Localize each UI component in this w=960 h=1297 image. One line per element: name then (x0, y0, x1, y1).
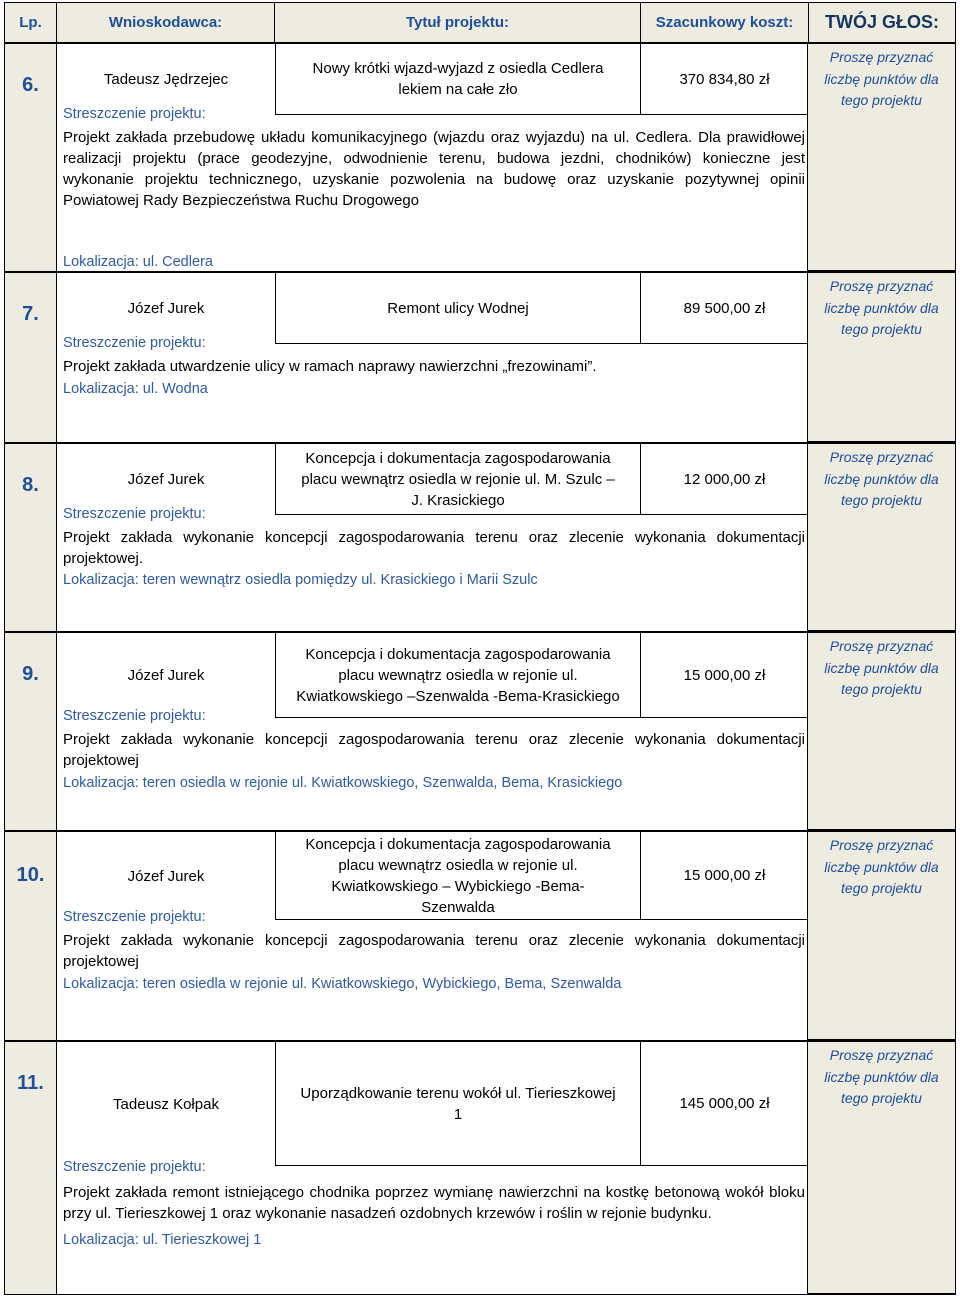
vote-prompt-line1: Proszę przyznać (829, 1047, 934, 1063)
project-location: Lokalizacja: ul. Tierieszkowej 1 (63, 1232, 262, 1248)
header-title: Tytuł projektu: (275, 3, 641, 42)
project-cost: 15 000,00 zł (641, 633, 809, 718)
project-row (4, 831, 956, 1041)
project-location: Lokalizacja: teren osiedla w rejonie ul. Kwiatkowskiego, Wybickiego, Bema, Szenwalda (63, 976, 622, 992)
vote-cell[interactable] (807, 633, 955, 830)
project-location: Lokalizacja: ul. Cedlera (63, 254, 213, 270)
project-title: Uporządkowanie terenu wokół ul. Tierieszkowej 1 (275, 1042, 641, 1166)
header-applicant: Wnioskodawca: (57, 3, 275, 42)
vote-prompt-line1: Proszę przyznać (829, 638, 934, 654)
vote-prompt-line2: liczbę punktów dla (824, 659, 939, 676)
project-description: Projekt zakłada wykonanie koncepcji zagospodarowania terenu oraz zlecenie wykonania dokumentacji projektowej (63, 731, 805, 769)
project-description: Projekt zakłada wykonanie koncepcji zagospodarowania terenu oraz zlecenie wykonania dokumentacji projektowej. (63, 529, 805, 567)
summary-label: Streszczenie projektu: (63, 335, 206, 351)
vote-cell[interactable] (807, 1042, 955, 1294)
summary-label: Streszczenie projektu: (63, 1159, 206, 1175)
summary-label: Streszczenie projektu: (63, 909, 206, 925)
project-applicant: Józef Jurek (127, 471, 205, 488)
project-row (4, 1041, 956, 1295)
project-cost: 145 000,00 zł (641, 1042, 809, 1166)
vote-prompt-line1: Proszę przyznać (829, 837, 934, 853)
vote-cell[interactable] (807, 832, 955, 1040)
header-cost: Szacunkowy koszt: (641, 3, 809, 42)
vote-prompt-line2: liczbę punktów dla (824, 1068, 939, 1085)
vote-prompt-line2: liczbę punktów dla (824, 858, 939, 875)
vote-prompt-line1: Proszę przyznać (829, 49, 934, 65)
vote-prompt-line2: liczbę punktów dla (824, 470, 939, 487)
vote-prompt-line1: Proszę przyznać (829, 449, 934, 465)
vote-prompt-line2: liczbę punktów dla (824, 70, 939, 87)
vote-prompt-line3: tego projektu (841, 321, 922, 337)
project-location: Lokalizacja: teren wewnątrz osiedla pomiędzy ul. Krasickiego i Marii Szulc (63, 572, 538, 588)
project-applicant: Józef Jurek (127, 667, 205, 684)
project-cost: 89 500,00 zł (641, 273, 809, 344)
project-number: 11. (5, 1042, 57, 1294)
project-title: Nowy krótki wjazd-wyjazd z osiedla Cedlera lekiem na całe zło (275, 44, 641, 115)
project-number: 6. (5, 44, 57, 271)
vote-prompt-line2: liczbę punktów dla (824, 299, 939, 316)
project-cost: 15 000,00 zł (641, 832, 809, 920)
project-title: Remont ulicy Wodnej (275, 273, 641, 344)
summary-label: Streszczenie projektu: (63, 506, 206, 522)
project-applicant: Tadeusz Kołpak (113, 1095, 219, 1113)
vote-cell[interactable] (807, 444, 955, 631)
header-lp: Lp. (5, 3, 57, 42)
header-vote: TWÓJ GŁOS: (825, 12, 939, 32)
vote-prompt-line3: tego projektu (841, 492, 922, 508)
project-number: 7. (5, 273, 57, 442)
project-description: Projekt zakłada przebudowę układu komunikacyjnego (wjazdu oraz wyjazdu) na ul. Cedlera. Dla prawidłowej realizacji projektu (prace geodezyjne, odwodnienie terenu, budowa jezdni, chodników) konieczne jest wykonanie projektu technicznego, uzyskanie pozwolenia na budowę oraz uzyskanie pozytywnej opinii Powiatowej Rady Bezpieczeństwa Ruchu Drogowego (63, 129, 805, 209)
vote-cell[interactable] (807, 273, 955, 442)
project-title: Koncepcja i dokumentacja zagospodarowania placu wewnątrz osiedla w rejonie ul. M. Szulc – J. Krasickiego (275, 444, 641, 515)
project-location: Lokalizacja: ul. Wodna (63, 381, 208, 397)
project-cost: 12 000,00 zł (641, 444, 809, 515)
project-row (4, 443, 956, 632)
project-title: Koncepcja i dokumentacja zagospodarowania placu wewnątrz osiedla w rejonie ul. Kwiatkowskiego –Szenwalda -Bema-Krasickiego (275, 633, 641, 718)
project-number: 10. (5, 832, 57, 1040)
project-applicant: Tadeusz Jędrzejec (103, 71, 229, 88)
vote-prompt-line3: tego projektu (841, 1090, 922, 1106)
project-number: 8. (5, 444, 57, 631)
project-description: Projekt zakłada remont istniejącego chodnika poprzez wymianę nawierzchni na kostkę betonową wokół bloku przy ul. Tierieszkowej 1 oraz wykonanie nasadzeń ozdobnych krzewów i roślin w rejonie budynku. (63, 1184, 805, 1222)
project-description: Projekt zakłada utwardzenie ulicy w ramach naprawy nawierzchni „frezowinami”. (63, 358, 597, 375)
vote-cell[interactable] (807, 44, 955, 271)
summary-label: Streszczenie projektu: (63, 106, 206, 122)
project-applicant: Józef Jurek (127, 300, 205, 317)
project-applicant: Józef Jurek (127, 867, 205, 885)
summary-label: Streszczenie projektu: (63, 708, 206, 724)
vote-prompt-line3: tego projektu (841, 681, 922, 697)
project-row (4, 272, 956, 443)
project-number: 9. (5, 633, 57, 830)
project-row (4, 43, 956, 272)
vote-prompt-line3: tego projektu (841, 880, 922, 896)
project-row (4, 632, 956, 831)
project-description: Projekt zakłada wykonanie koncepcji zagospodarowania terenu oraz zlecenie wykonania dokumentacji projektowej (63, 932, 805, 970)
vote-prompt-line1: Proszę przyznać (829, 278, 934, 294)
project-title: Koncepcja i dokumentacja zagospodarowania placu wewnątrz osiedla w rejonie ul. Kwiatkowskiego – Wybickiego -Bema-Szenwalda (275, 832, 641, 920)
project-location: Lokalizacja: teren osiedla w rejonie ul. Kwiatkowskiego, Szenwalda, Bema, Krasickiego (63, 775, 623, 791)
project-cost: 370 834,80 zł (641, 44, 809, 115)
table-header (4, 2, 956, 43)
vote-prompt-line3: tego projektu (841, 92, 922, 108)
